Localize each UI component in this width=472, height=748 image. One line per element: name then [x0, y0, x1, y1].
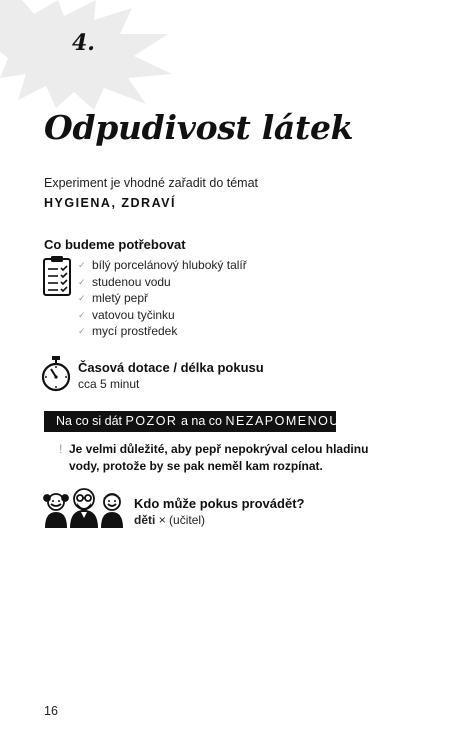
banner-pozor: POZOR: [125, 414, 178, 428]
warning-text: Je velmi důležité, aby pepř nepokrýval celou hladinu vody, protože by se pak neměl kam rozpínat.: [69, 442, 369, 473]
check-icon: ✓: [78, 293, 86, 303]
who-value: [134, 513, 205, 527]
needs-heading: Co budeme potřebovat: [44, 237, 186, 252]
needs-list: [78, 257, 247, 340]
list-item-label: vatovou tyčinku: [92, 307, 175, 322]
check-icon: ✓: [78, 326, 86, 336]
list-item-label: bílý porcelánový hluboký talíř: [92, 258, 247, 272]
list-item-label: studenou vodu: [92, 274, 171, 289]
banner-nezapomenout: NEZAPOMENOUT: [225, 414, 349, 428]
check-icon: ✓: [78, 260, 86, 270]
intro-text: Experiment je vhodné zařadit do témat: [44, 176, 259, 190]
people-icon: [42, 486, 126, 528]
topics-label: HYGIENA, ZDRAVÍ: [44, 196, 176, 210]
list-item-label: mycí prostředek: [92, 324, 178, 338]
clipboard-icon: [42, 255, 72, 297]
banner-text: a na co: [180, 414, 222, 428]
list-item: [78, 307, 247, 324]
who-heading: Kdo může pokus provádět?: [134, 496, 305, 511]
page-number: 16: [44, 704, 58, 718]
check-icon: ✓: [78, 276, 86, 287]
list-item: [78, 274, 247, 291]
check-icon: ✓: [78, 309, 86, 320]
list-item: [78, 290, 247, 307]
time-heading: Časová dotace / délka pokusu: [78, 360, 264, 375]
list-item: [78, 257, 247, 274]
page-title: Odpudivost látek: [44, 108, 354, 147]
warning-banner: [44, 411, 349, 432]
time-value: cca 5 minut: [78, 377, 140, 391]
chapter-number: 4.: [72, 30, 95, 56]
who-secondary: × (učitel): [158, 513, 206, 527]
list-item-label: mletý pepř: [92, 291, 149, 305]
banner-text: Na co si dát: [56, 414, 123, 428]
exclamation-icon: !: [59, 442, 63, 456]
who-primary: děti: [134, 513, 156, 527]
list-item: [78, 323, 247, 340]
stopwatch-icon: [39, 356, 73, 392]
